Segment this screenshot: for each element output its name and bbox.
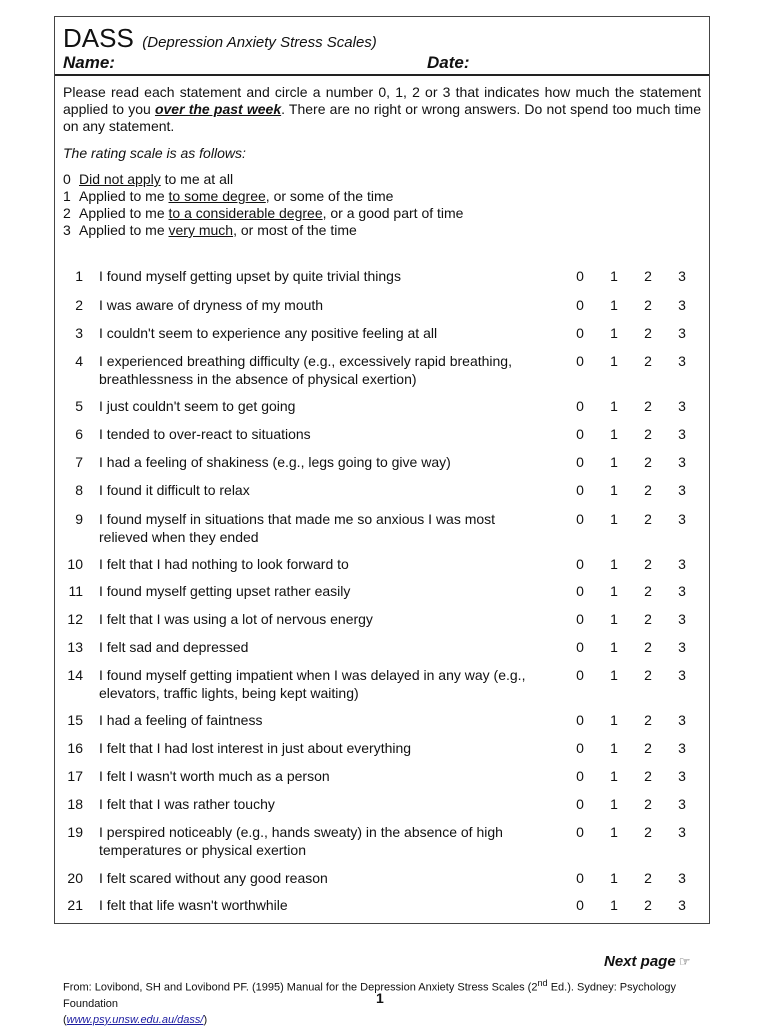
question-text: I couldn't seem to experience any positive feeling at all [99,325,438,341]
question-number: 14 [67,667,83,683]
rating-option-1[interactable]: 1 [610,897,618,913]
rating-option-0[interactable]: 0 [576,870,584,886]
questionnaire-frame [54,16,710,924]
rating-option-3[interactable]: 3 [678,297,686,313]
rating-scale-pre: Applied to me [79,188,169,204]
rating-scale-underlined: to some degree [168,188,266,204]
rating-option-0[interactable]: 0 [576,556,584,572]
rating-option-1[interactable]: 1 [610,740,618,756]
question-number: 20 [67,870,83,886]
rating-scale-num: 0 [63,171,71,187]
rating-option-0[interactable]: 0 [576,426,584,442]
rating-option-0[interactable]: 0 [576,611,584,627]
rating-option-1[interactable]: 1 [610,556,618,572]
rating-option-2[interactable]: 2 [644,556,652,572]
dass-website-link[interactable]: www.psy.unsw.edu.au/dass/ [66,1013,204,1026]
rating-option-3[interactable]: 3 [678,325,686,341]
question-text: I felt that I was using a lot of nervous energy [99,611,373,627]
question-number: 15 [67,712,83,728]
rating-option-3[interactable]: 3 [678,611,686,627]
rating-scale-row [63,205,463,222]
page-subtitle: (Depression Anxiety Stress Scales) [142,34,377,51]
question-number: 12 [67,611,83,627]
rating-option-2[interactable]: 2 [644,824,652,840]
question-number: 8 [75,482,83,498]
rating-option-0[interactable]: 0 [576,667,584,683]
question-number: 1 [75,268,83,284]
question-text: I felt that I had lost interest in just about everything [99,740,412,756]
question-text: I was aware of dryness of my mouth [99,297,324,313]
question-number: 5 [75,398,83,414]
rating-option-1[interactable]: 1 [610,870,618,886]
question-number: 17 [67,768,83,784]
rating-option-2[interactable]: 2 [644,353,652,369]
rating-option-2[interactable]: 2 [644,639,652,655]
rating-option-1[interactable]: 1 [610,325,618,341]
question-text: I had a feeling of faintness [99,712,263,728]
rating-option-1[interactable]: 1 [610,824,618,840]
rating-option-2[interactable]: 2 [644,583,652,599]
rating-option-0[interactable]: 0 [576,712,584,728]
rating-option-0[interactable]: 0 [576,325,584,341]
title-row [63,23,377,54]
rating-option-0[interactable]: 0 [576,897,584,913]
rating-option-2[interactable]: 2 [644,611,652,627]
instructions-emphasis: over the past week [154,101,282,117]
rating-option-3[interactable]: 3 [678,426,686,442]
question-number: 10 [67,556,83,572]
citation-post: Ed.). Sydney: Psychology Foundation [63,981,677,1010]
question-text: I perspired noticeably (e.g., hands sweaty) in the absence of high temperatures or physical exertion [99,824,503,858]
rating-option-0[interactable]: 0 [576,353,584,369]
rating-option-3[interactable]: 3 [678,824,686,840]
question-text: I tended to over-react to situations [99,426,311,442]
name-label[interactable]: Name: [63,53,115,72]
rating-scale-post: , or some of the time [265,188,394,204]
rating-option-3[interactable]: 3 [678,454,686,470]
rating-option-3[interactable]: 3 [678,712,686,728]
rating-option-1[interactable]: 1 [610,611,618,627]
rating-option-1[interactable]: 1 [610,768,618,784]
rating-option-1[interactable]: 1 [610,583,618,599]
question-text: I found myself getting upset rather easily [99,583,351,599]
rating-option-1[interactable]: 1 [610,639,618,655]
rating-scale-row [63,188,463,205]
instructions-part1: Please read each statement and circle a number 0, 1, 2 or 3 that indicates how much the statement applied to you [63,84,701,117]
rating-option-3[interactable]: 3 [678,482,686,498]
question-number: 13 [67,639,83,655]
rating-option-2[interactable]: 2 [644,325,652,341]
rating-option-2[interactable]: 2 [644,482,652,498]
rating-option-2[interactable]: 2 [644,870,652,886]
rating-option-3[interactable]: 3 [678,556,686,572]
rating-option-2[interactable]: 2 [644,398,652,414]
rating-option-0[interactable]: 0 [576,398,584,414]
rating-option-2[interactable]: 2 [644,897,652,913]
question-number: 11 [68,583,83,599]
rating-scale-num: 1 [63,188,71,204]
rating-option-3[interactable]: 3 [678,639,686,655]
question-text: I felt that I had nothing to look forward to [99,556,349,572]
instructions-part2: . There are no right or wrong answers. Do not spend too much time on any statement. [63,101,701,134]
question-number: 7 [75,454,83,470]
question-text: I just couldn't seem to get going [99,398,296,414]
citation-link-line [63,1012,703,1028]
rating-scale-underlined: to a considerable degree [168,205,323,221]
rating-scale-post: to me at all [160,171,234,187]
rating-scale-num: 3 [63,222,71,238]
rating-option-0[interactable]: 0 [576,740,584,756]
rating-option-2[interactable]: 2 [644,297,652,313]
question-number: 6 [75,426,83,442]
rating-option-1[interactable]: 1 [610,268,618,284]
citation-pre: From: Lovibond, SH and Lovibond PF. (1995) Manual for the Depression Anxiety Stress Scales (2 [63,981,538,994]
rating-scale-underlined: very much [168,222,234,238]
rating-option-2[interactable]: 2 [644,454,652,470]
rating-option-1[interactable]: 1 [610,426,618,442]
question-number: 21 [67,897,83,913]
rating-option-3[interactable]: 3 [678,398,686,414]
rating-option-2[interactable]: 2 [644,426,652,442]
question-number: 4 [75,353,83,369]
next-page-link[interactable] [604,953,690,970]
rating-option-0[interactable]: 0 [576,482,584,498]
rating-option-3[interactable]: 3 [678,667,686,683]
question-text: I had a feeling of shakiness (e.g., legs going to give way) [99,454,451,470]
question-text: I felt I wasn't worth much as a person [99,768,330,784]
rating-option-1[interactable]: 1 [610,667,618,683]
rating-scale-num: 2 [63,205,71,221]
rating-option-1[interactable]: 1 [610,511,618,527]
question-text: I found it difficult to relax [99,482,250,498]
rating-option-1[interactable]: 1 [610,454,618,470]
question-number: 2 [75,297,83,313]
page-title: DASS [63,23,134,53]
rating-scale-row [63,171,463,188]
rating-option-0[interactable]: 0 [576,297,584,313]
rating-option-3[interactable]: 3 [678,870,686,886]
citation-sup: nd [537,978,548,988]
rating-option-3[interactable]: 3 [678,897,686,913]
rating-option-3[interactable]: 3 [678,268,686,284]
question-number: 18 [67,796,83,812]
rating-option-3[interactable]: 3 [678,768,686,784]
rating-scale-post: , or most of the time [233,222,357,238]
link-open-paren: ( [63,1013,67,1026]
rating-option-1[interactable]: 1 [610,398,618,414]
rating-option-1[interactable]: 1 [610,297,618,313]
rating-scale-pre: Applied to me [79,222,169,238]
question-text: I felt that I was rather touchy [99,796,275,812]
rating-option-2[interactable]: 2 [644,268,652,284]
rating-option-2[interactable]: 2 [644,740,652,756]
rating-option-3[interactable]: 3 [678,511,686,527]
rating-option-2[interactable]: 2 [644,796,652,812]
rating-option-0[interactable]: 0 [576,583,584,599]
date-label[interactable]: Date: [427,53,470,72]
rating-option-3[interactable]: 3 [678,740,686,756]
rating-option-2[interactable]: 2 [644,768,652,784]
question-text: I found myself in situations that made me so anxious I was most relieved when they ended [99,511,496,545]
link-close-paren: ) [203,1013,208,1026]
rating-option-2[interactable]: 2 [644,667,652,683]
rating-option-0[interactable]: 0 [576,454,584,470]
rating-scale-heading: The rating scale is as follows: [63,145,246,161]
rating-option-2[interactable]: 2 [644,712,652,728]
rating-option-1[interactable]: 1 [610,712,618,728]
rating-option-0[interactable]: 0 [576,639,584,655]
rating-option-3[interactable]: 3 [678,583,686,599]
question-text: I felt scared without any good reason [99,870,328,886]
rating-option-0[interactable]: 0 [576,268,584,284]
page-number: 1 [376,990,384,1006]
rating-option-0[interactable]: 0 [576,824,584,840]
rating-option-0[interactable]: 0 [576,768,584,784]
question-text: I experienced breathing difficulty (e.g., excessively rapid breathing, breathlessness in the absence of physical exertion) [99,353,512,387]
rating-option-0[interactable]: 0 [576,796,584,812]
question-text: I found myself getting impatient when I was delayed in any way (e.g., elevators, traffic lights, being kept waiting) [99,667,526,701]
question-number: 16 [67,740,83,756]
question-text: I felt that life wasn't worthwhile [99,897,288,913]
rating-scale-post: , or a good part of time [322,205,464,221]
pointing-hand-icon: ☞ [678,954,691,969]
rating-option-1[interactable]: 1 [610,482,618,498]
rating-option-2[interactable]: 2 [644,511,652,527]
rating-option-1[interactable]: 1 [610,353,618,369]
instructions [63,84,701,135]
question-number: 3 [75,325,83,341]
rating-option-1[interactable]: 1 [610,796,618,812]
next-page-label: Next page [604,953,676,970]
question-number: 9 [75,511,83,527]
rating-option-3[interactable]: 3 [678,353,686,369]
rating-scale-underlined: Did not apply [79,171,161,187]
question-number: 19 [67,824,83,840]
question-text: I felt sad and depressed [99,639,249,655]
rating-scale-row [63,222,463,239]
rating-option-0[interactable]: 0 [576,511,584,527]
rating-scale-pre: Applied to me [79,205,169,221]
question-text: I found myself getting upset by quite trivial things [99,268,401,284]
rating-option-3[interactable]: 3 [678,796,686,812]
header-divider [55,74,709,76]
rating-scale-list [63,171,463,239]
